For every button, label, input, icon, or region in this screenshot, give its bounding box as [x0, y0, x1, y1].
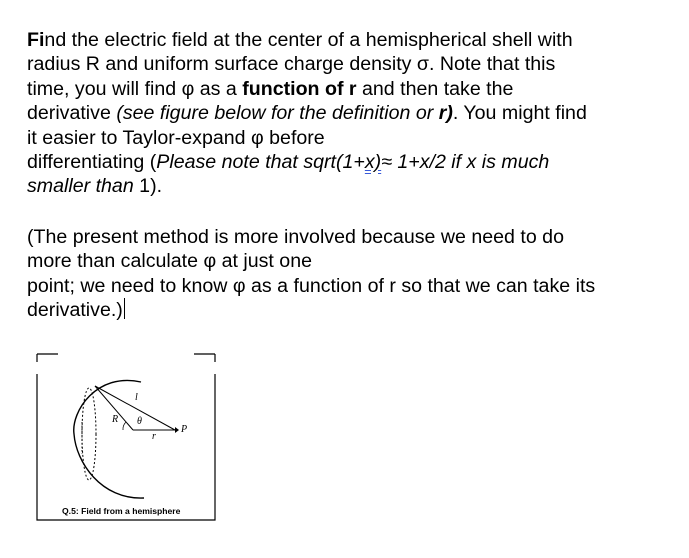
text-line: point; we need to know φ as a function of r so that we can take its — [27, 274, 596, 297]
problem-paragraph-1 — [27, 28, 667, 199]
text-line: derivative (see figure below for the definition or r). You might find — [27, 102, 587, 125]
hemisphere-figure — [36, 352, 216, 522]
label-theta: θ — [137, 416, 142, 427]
text-cursor — [124, 298, 126, 319]
text-line: radius R and uniform surface charge density σ. Note that this — [27, 53, 556, 76]
text-line: more than calculate φ at just one — [27, 250, 312, 273]
figure-drawing — [36, 352, 216, 522]
text-line: it easier to Taylor-expand φ before — [27, 126, 325, 149]
problem-paragraph-2[interactable] — [27, 225, 667, 323]
figure-caption: Q.5: Field from a hemisphere — [62, 506, 181, 516]
text-line: differentiating (Please note that sqrt(1+x)≈ 1+x/2 if x is much — [27, 151, 550, 174]
text-line: derivative.) — [27, 298, 667, 322]
label-r: r — [152, 431, 156, 442]
text-line: (The present method is more involved because we need to do — [27, 226, 564, 248]
text-line: smaller than 1). — [27, 175, 163, 198]
label-R: R — [112, 414, 119, 425]
text-line: Find the electric field at the center of a hemispherical shell with — [27, 29, 573, 51]
spellcheck-underline: x) — [364, 151, 382, 174]
label-P: P — [181, 424, 188, 435]
text-line: time, you will find φ as a function of r and then take the — [27, 77, 514, 100]
label-l: l — [135, 392, 138, 403]
